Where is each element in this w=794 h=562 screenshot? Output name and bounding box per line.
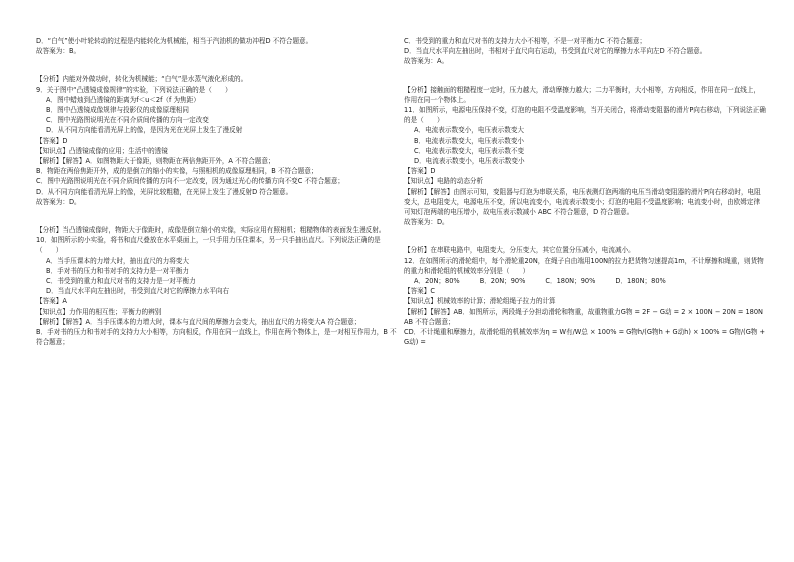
text-line: 10．如图所示的小实验，将书和直尺叠放在水平桌面上，一只手用力压住课本，另一只手抽出直尺。下列说法正确的是（ ） (36, 236, 381, 255)
option: D．电流表示数变小，电压表示数变小 (414, 157, 525, 166)
option: B．电流表示数变大，电压表示数变小 (414, 136, 525, 145)
text-line: 【分析】内能对外做功时，转化为机械能；“白气”是水蒸气液化形成的。 (36, 75, 248, 84)
text-line: 【分析】当凸透镜成像时，物距大于像距时，成像是倒立缩小的实像，实际应用有照相机；粗糙物体的表面发生漫反射。 (36, 226, 386, 235)
text-line: B．物距在两倍焦距开外，成的是倒立的缩小的实像，与照相机的成像原理相同，B 不符合题意； (36, 167, 318, 176)
text-line: 9．关于图中“凸透镜成像规律”的实验，下列说法正确的是（ ） (36, 85, 232, 94)
spacer (404, 67, 766, 85)
text-line: 【答案】D (36, 136, 68, 145)
text-line: 故答案为：D。 (404, 218, 449, 227)
text-line: 12．在如图所示的滑轮组中，每个滑轮重20N，在绳子自由端用100N的拉力把货物匀速提高1m，不计摩擦和绳重，则货物的重力和滑轮组的机械效率分别是（ ） (404, 256, 764, 275)
text-line: D．从不同方向能看清光屏上的像，光屏比较粗糙，在光屏上发生了漫反射D 符合题意。 (36, 187, 293, 196)
text-line: CD．不计绳重和摩擦力，故滑轮组的机械效率为η = W有/W总 × 100% = G物h/(G物h + G动h) × 100% = G物/(G物 + G动) = (404, 328, 766, 347)
text-line: C．书受到的重力和直尺对书的支持力大小不相等，不是一对平衡力C 不符合题意； (404, 37, 647, 45)
text-line: B．手对书的压力和书对手的支持力大小相等，方向相反，作用在同一直线上，作用在两个物体上，是一对相互作用力，B 不符合题意； (36, 328, 397, 347)
option: C．电流表示数变大，电压表示数不变 (414, 146, 525, 155)
options-row (404, 276, 766, 286)
option: D．180N；80% (615, 277, 666, 286)
option: D．从不同方向能看清光屏上的像，是因为光在光屏上发生了漫反射 (46, 126, 243, 135)
spacer (36, 56, 398, 74)
text-line: 【分析】接触面的粗糙程度一定时，压力越大，滑动摩擦力越大；二力平衡时，大小相等，方向相反，作用在同一直线上，作用在同一个物体上。 (404, 85, 761, 104)
option: A．当手压课本的力增大时，抽出直尺的力将变大 (46, 256, 189, 265)
text-line: 【答案】D (404, 167, 436, 176)
right-column (404, 36, 766, 347)
option: A．电流表示数变小，电压表示数变大 (414, 126, 525, 135)
text-line: 11．如图所示，电源电压保持不变，灯泡的电阻不受温度影响，当开关闭合，将滑动变阻器的滑片P向右移动，下列说法正确的是（ ） (404, 106, 766, 125)
text-line: 【知识点】机械效率的计算；滑轮组绳子拉力的计算 (404, 297, 556, 306)
option: A．20N；80% (414, 277, 460, 286)
text-line: 故答案为：A。 (404, 57, 449, 66)
text-line: 故答案为：B。 (36, 47, 81, 56)
text-line: AB 不符合题意； (404, 317, 455, 326)
text-line: 【知识点】力作用的相互性；平衡力的辨别 (36, 307, 162, 316)
spacer (36, 207, 398, 225)
text-line: C．图中光路图说明光在不同介质间传播的方向不一定改变，因为通过光心的传播方向不变C 不符合题意； (36, 177, 345, 186)
option: B．图中凸透镜成像规律与投影仪的成像原理相同 (46, 106, 189, 115)
spacer (404, 227, 766, 245)
option: D．当直尺水平向左抽出时，书受到直尺对它的摩擦力水平向右 (46, 287, 230, 296)
text-line: 【解析】【解答】A．当手压课本的力增大时，课本与直尺间的摩擦力会变大，抽出直尺的力将变大A 符合题意； (36, 317, 361, 326)
option: C．图中光路图说明光在不同介质间传播的方向一定改变 (46, 116, 209, 125)
text-line: 【答案】C (404, 287, 435, 296)
option: B．20N；90% (479, 277, 526, 286)
option: A．图中蜡烛到凸透镜的距离为f＜u＜2f（f 为焦距） (46, 95, 200, 104)
text-line: 【解析】【解答】A．如图物距大于像距，则物距在两倍焦距开外，A 不符合题意； (36, 157, 275, 166)
text-line: D．“白气”使小叶轮转动的过程是内能转化为机械能，相当于汽油机的做功冲程D 不符合题意。 (36, 37, 313, 45)
text-line: 【答案】A (36, 297, 67, 306)
text-line: 【知识点】电路的动态分析 (404, 177, 484, 186)
text-line: 【解析】【解答】AB．如图所示，两段绳子分担动滑轮和物重，故重物重力G物 = 2F − G动 = 2 × 100N − 20N = 180N (404, 307, 763, 316)
left-column (36, 36, 398, 347)
text-line: 【分析】在串联电路中，电阻变大，分压变大，其它位置分压减小，电流减小。 (404, 246, 635, 255)
text-line: D．当直尺水平向左抽出时，书相对于直尺向右运动，书受到直尺对它的摩擦力水平向左D 不符合题意。 (404, 47, 707, 56)
text-line: 【解析】【解答】由图示可知，变阻器与灯泡为串联关系，电压表测灯泡两端的电压当滑动变阻器的滑片P向右移动时，电阻变大，总电阻变大，电源电压不变，所以电流变小，电流表示数变小；灯泡的电阻不受温度影响；电流变小时，由欧姆定律可知灯泡两端的电压增小，故电压表示数减小 ABC 不符合题意，D 符合题意。 (404, 187, 761, 217)
text-line: 【知识点】凸透镜成像的应用；生活中的透镜 (36, 146, 168, 155)
option: C．180N；90% (545, 277, 596, 286)
text-line: 故答案为：D。 (36, 197, 81, 206)
option: C．书受到的重力和直尺对书的支持力是一对平衡力 (46, 277, 196, 286)
option: B．手对书的压力和书对手的支持力是一对平衡力 (46, 266, 189, 275)
